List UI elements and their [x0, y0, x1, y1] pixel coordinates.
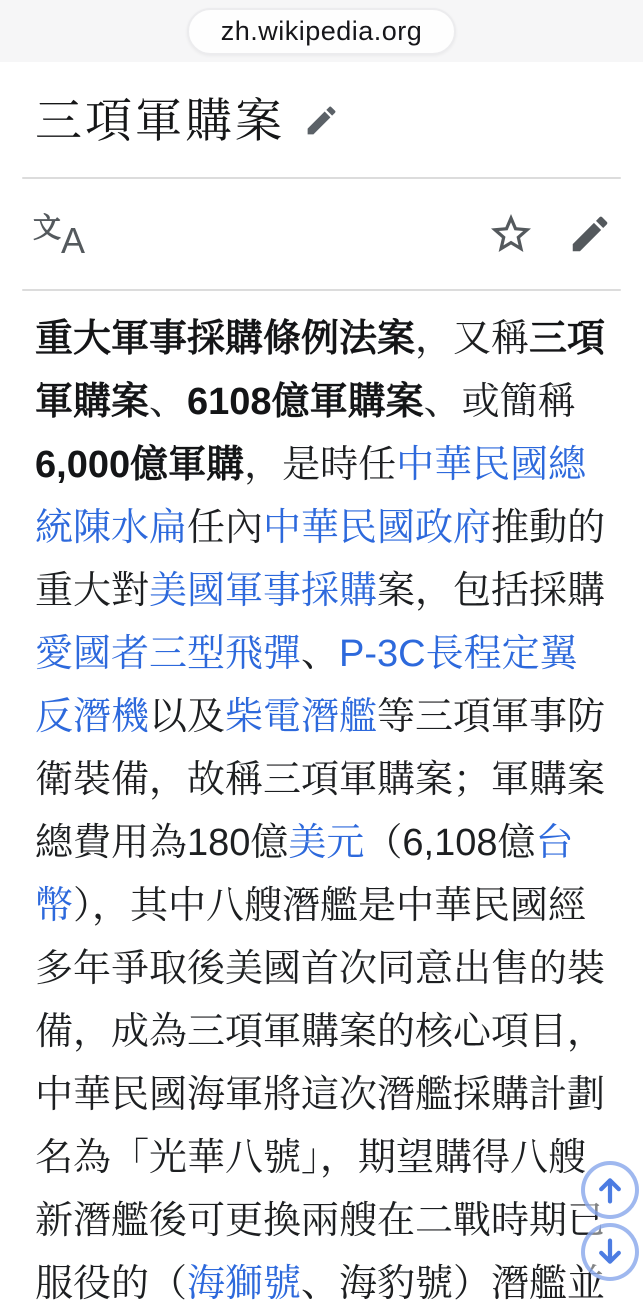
article-text: ），其中八艘潛艦是中華民國經多年爭取後美國首次同意出售的裝備，成為三項軍購案的核心項目，中華民國海軍將這次潛艦採購計劃名為「光華八號」，期望購得八艘新潛艦後可更換兩艘在二戰時期已服役的（ — [35, 885, 606, 1305]
arrow-up-icon — [593, 1173, 627, 1207]
edit-title-pencil-icon[interactable] — [303, 102, 340, 139]
article-text: 以及 — [149, 696, 226, 738]
article-text: 等三項軍事防衛裝備，故稱三項軍購案；軍購案總費用為180億 — [35, 696, 606, 864]
article-text: ，又稱 — [415, 318, 530, 360]
language-icon-cjk-glyph: 文 — [33, 212, 62, 243]
wiki-link[interactable]: 陳水扁 — [73, 507, 188, 549]
arrow-down-icon — [593, 1235, 627, 1269]
article-toolbar — [0, 179, 643, 289]
title-row — [0, 62, 643, 177]
article-text: 重大軍事採購條例法案 — [35, 318, 416, 360]
url-text: zh.wikipedia.org — [220, 15, 423, 46]
wiki-link[interactable]: 愛國者三型飛彈 — [35, 633, 302, 675]
wiki-link[interactable]: 中華民國政府 — [263, 507, 492, 549]
article-text: （6,108億 — [364, 822, 536, 864]
wiki-link[interactable]: 美元 — [288, 822, 365, 864]
article-text: 、 — [149, 381, 188, 423]
scroll-down-button[interactable] — [581, 1223, 639, 1281]
wiki-link[interactable]: 中華民國總統 — [35, 444, 587, 549]
browser-url-bar — [0, 0, 643, 62]
article-text: 、或簡稱 — [423, 381, 576, 423]
article-text: 、 — [301, 633, 340, 675]
article-text: 推動的重大對 — [35, 507, 606, 612]
wiki-link[interactable]: P-3C長程定翼反潛機 — [35, 633, 578, 738]
article-text: ，是時任 — [244, 444, 397, 486]
wiki-link[interactable]: 軍事採購 — [225, 570, 378, 612]
wiki-link[interactable]: 美國 — [149, 570, 226, 612]
article-text: 6108億軍購案 — [187, 381, 424, 423]
wiki-link[interactable]: 台幣 — [35, 822, 574, 927]
wiki-link[interactable]: 柴電潛艦 — [225, 696, 378, 738]
article-paragraph — [0, 291, 643, 1316]
article-text: 三項軍購案 — [35, 318, 606, 423]
watch-star-icon[interactable] — [487, 210, 535, 258]
edit-article-pencil-icon[interactable] — [567, 211, 613, 257]
article-text: 6,000億軍購 — [35, 444, 245, 486]
article-text: 案，包括採購 — [377, 570, 606, 612]
article-text: 、海豹號）潛艦並 — [301, 1263, 606, 1305]
url-pill[interactable] — [187, 8, 457, 55]
article-text: 任內 — [187, 507, 264, 549]
wiki-link[interactable]: 海獅號 — [187, 1263, 302, 1305]
language-icon[interactable] — [33, 206, 87, 262]
language-icon-latin-glyph: A — [60, 220, 85, 261]
scroll-up-button[interactable] — [581, 1161, 639, 1219]
page-title: 三項軍購案 — [35, 94, 285, 147]
toolbar-right-group — [487, 210, 613, 258]
